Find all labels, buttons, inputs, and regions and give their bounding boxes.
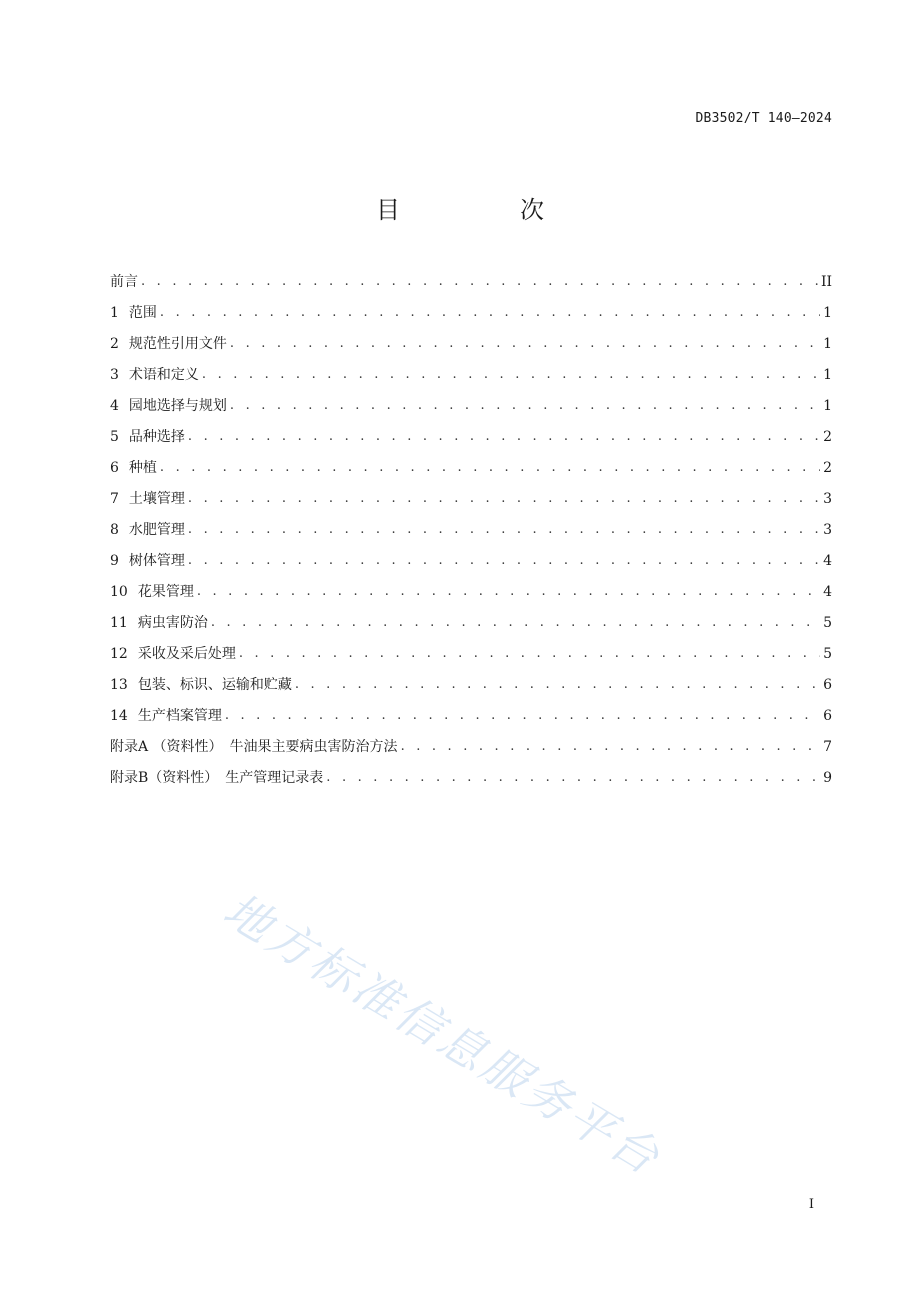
toc-entry-label: 规范性引用文件: [128, 335, 227, 352]
toc-leader-dots: [401, 735, 821, 759]
toc-leader-dots: [211, 611, 820, 635]
toc-entry-annex-b[interactable]: [110, 762, 832, 793]
toc-entry-page: 6: [823, 707, 832, 724]
toc-entry[interactable]: [110, 576, 832, 607]
page-number: I: [808, 1197, 814, 1212]
page-title: 目 次: [376, 196, 592, 224]
toc-entry[interactable]: [110, 669, 832, 700]
toc-entry[interactable]: [110, 359, 832, 390]
toc-leader-dots: [188, 425, 820, 449]
toc-entry-page: 7: [823, 738, 832, 755]
toc-leader-dots: [188, 487, 820, 511]
toc-entry-foreword[interactable]: [110, 266, 832, 297]
toc-entry-label: 包装、标识、运输和贮藏: [137, 676, 292, 693]
toc-entry-page: 5: [823, 645, 832, 662]
toc-leader-dots: [202, 363, 820, 387]
toc-entry-number: 7: [110, 490, 119, 507]
toc-entry[interactable]: [110, 297, 832, 328]
toc-entry-page: 1: [823, 366, 832, 383]
toc-entry-number: 2: [110, 335, 119, 352]
toc-entry-number: 14: [110, 707, 128, 724]
toc-entry-number: 1: [110, 304, 119, 321]
toc-entry-label: 范围: [128, 304, 157, 321]
toc-entry-label: 术语和定义: [128, 366, 199, 383]
toc-entry-annex-a[interactable]: [110, 731, 832, 762]
toc-entry-label: 水肥管理: [128, 521, 185, 538]
toc-entry[interactable]: [110, 545, 832, 576]
document-code: DB3502/T 140—2024: [695, 111, 832, 126]
toc-leader-dots: [326, 766, 820, 790]
toc-entry-label: 前言: [110, 273, 138, 290]
toc-entry-label: 品种选择: [128, 428, 185, 445]
toc-entry[interactable]: [110, 452, 832, 483]
toc-entry-number: 12: [110, 645, 128, 662]
toc-entry-number: 11: [110, 614, 128, 631]
toc-entry-page: 4: [823, 583, 832, 600]
toc-entry-number: 6: [110, 459, 119, 476]
toc-entry-label: 采收及采后处理: [137, 645, 236, 662]
toc-entry-number: 13: [110, 676, 128, 693]
toc-leader-dots: [295, 673, 820, 697]
toc-leader-dots: [230, 332, 820, 356]
toc-entry-page: 1: [823, 397, 832, 414]
toc-entry-label: 园地选择与规划: [128, 397, 227, 414]
toc-entry-page: 1: [823, 304, 832, 321]
toc-leader-dots: [197, 580, 820, 604]
toc-entry-number: 4: [110, 397, 119, 414]
toc-entry-label: 附录A （资料性） 牛油果主要病虫害防治方法: [110, 738, 398, 755]
toc-entry[interactable]: [110, 483, 832, 514]
toc-entry-label: 土壤管理: [128, 490, 185, 507]
toc-entry-number: 9: [110, 552, 119, 569]
watermark: 地方标准信息服务平台: [214, 882, 671, 1187]
toc-entry-page: 2: [823, 428, 832, 445]
toc-entry[interactable]: [110, 700, 832, 731]
toc-entry[interactable]: [110, 328, 832, 359]
toc-entry-page: 6: [823, 676, 832, 693]
toc-entry-label: 生产档案管理: [137, 707, 222, 724]
toc-entry-page: II: [820, 273, 832, 290]
toc-leader-dots: [239, 642, 820, 666]
toc-entry-page: 2: [823, 459, 832, 476]
toc-entry-page: 4: [823, 552, 832, 569]
toc-entry-number: 5: [110, 428, 119, 445]
toc-entry[interactable]: [110, 390, 832, 421]
toc-entry-number: 10: [110, 583, 128, 600]
table-of-contents: [110, 266, 832, 793]
toc-entry-label: 病虫害防治: [137, 614, 208, 631]
toc-leader-dots: [160, 456, 820, 480]
toc-entry-page: 1: [823, 335, 832, 352]
toc-leader-dots: [225, 704, 820, 728]
toc-leader-dots: [141, 270, 818, 294]
toc-leader-dots: [188, 518, 820, 542]
toc-entry-page: 5: [823, 614, 832, 631]
toc-entry[interactable]: [110, 514, 832, 545]
toc-entry-page: 3: [823, 490, 832, 507]
toc-entry-label: 花果管理: [137, 583, 194, 600]
toc-entry-label: 种植: [128, 459, 157, 476]
toc-leader-dots: [188, 549, 820, 573]
toc-entry-label: 树体管理: [128, 552, 185, 569]
toc-entry-label: 附录B（资料性） 生产管理记录表: [110, 769, 324, 786]
toc-leader-dots: [160, 301, 820, 325]
toc-entry-page: 9: [823, 769, 832, 786]
toc-entry-page: 3: [823, 521, 832, 538]
toc-leader-dots: [230, 394, 820, 418]
toc-entry[interactable]: [110, 638, 832, 669]
toc-entry-number: 3: [110, 366, 119, 383]
toc-entry[interactable]: [110, 607, 832, 638]
toc-entry[interactable]: [110, 421, 832, 452]
toc-entry-number: 8: [110, 521, 119, 538]
